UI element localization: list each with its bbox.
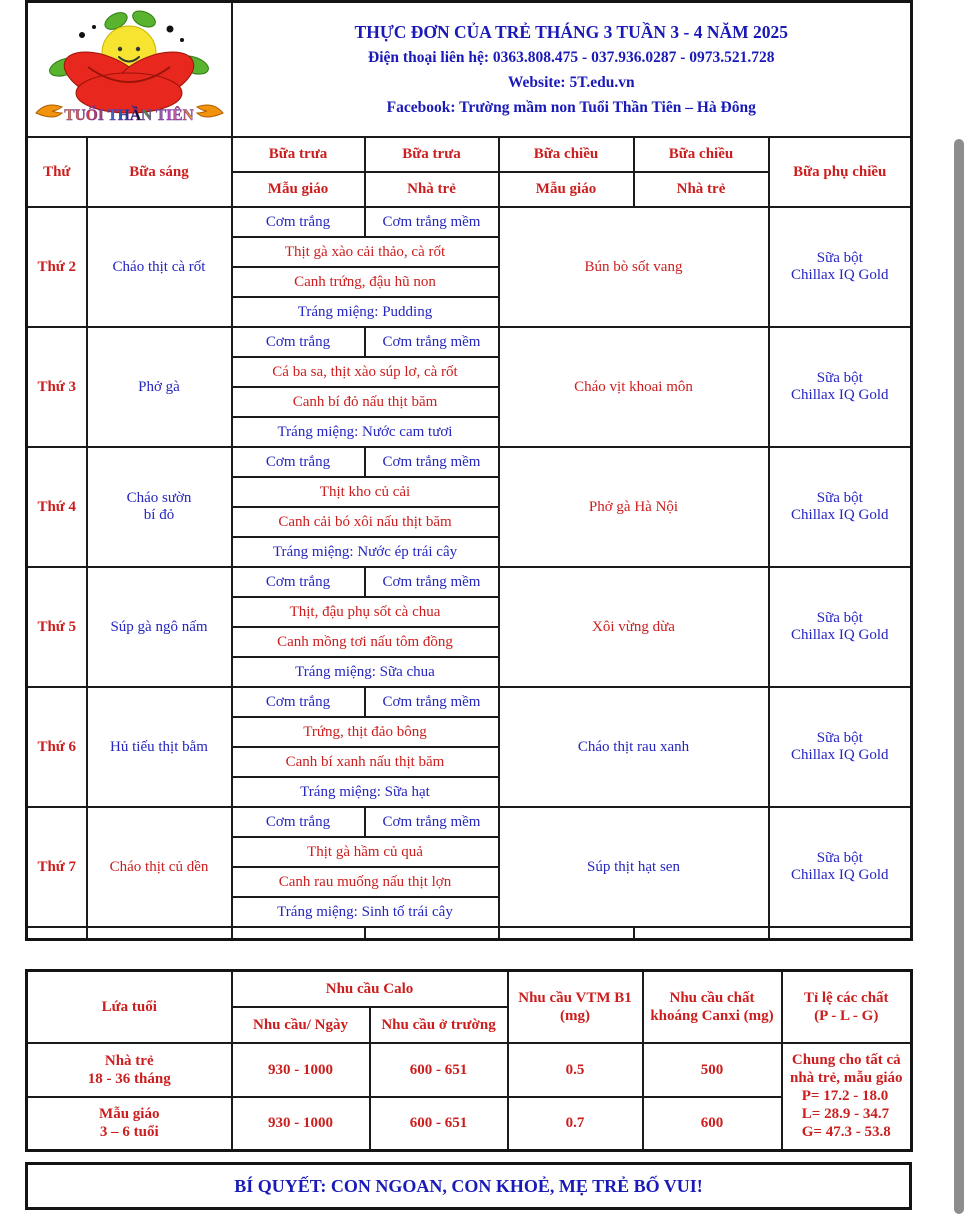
canxi-cell: 500 — [643, 1043, 782, 1097]
nutrition-header-canxi — [643, 971, 782, 1043]
header-kindergarten: Mẫu giáo — [499, 172, 634, 207]
vtm-b1-cell: 0.7 — [508, 1097, 643, 1151]
empty-cell — [27, 927, 87, 939]
breakfast-cell — [87, 207, 232, 327]
calo-school-cell: 600 - 651 — [370, 1043, 508, 1097]
ratio-lipid: L= 28.9 - 34.7 — [801, 1106, 890, 1123]
calo-school-cell: 600 - 651 — [370, 1097, 508, 1151]
nutrition-header-ratio — [782, 971, 912, 1043]
extra-meal-cell — [769, 207, 912, 327]
lunch-rice-kindergarten-cell: Cơm trắng — [232, 207, 365, 237]
breakfast-text: Hủ tiếu thịt bằm — [110, 738, 208, 755]
header-afternoon: Bữa chiều — [499, 137, 634, 172]
empty-cell — [365, 927, 499, 939]
nutrition-header-calo: Nhu cầu Calo — [232, 971, 508, 1007]
extra-meal-line1: Sữa bột — [816, 850, 863, 866]
lunch-dish-cell: Cá ba sa, thịt xào súp lơ, cà rốt — [232, 357, 499, 387]
lunch-dessert-cell: Tráng miệng: Sinh tố trái cây — [232, 897, 499, 927]
menu-table — [25, 0, 913, 941]
logo-eye — [118, 47, 122, 51]
afternoon-meal-cell: Cháo vịt khoai môn — [499, 327, 769, 447]
header-title-cell — [232, 2, 912, 138]
lunch-rice-nursery-cell: Cơm trắng mềm — [365, 447, 499, 477]
lunch-rice-nursery-cell: Cơm trắng mềm — [365, 567, 499, 597]
logo-dot — [180, 38, 184, 42]
afternoon-meal-cell: Phở gà Hà Nội — [499, 447, 769, 567]
lunch-dish-cell: Canh rau muống nấu thịt lợn — [232, 867, 499, 897]
empty-cell — [87, 927, 232, 939]
lunch-rice-nursery-cell: Cơm trắng mềm — [365, 807, 499, 837]
logo-wing-left-icon — [36, 105, 62, 117]
calo-day-cell: 930 - 1000 — [232, 1043, 370, 1097]
lunch-rice-kindergarten-cell: Cơm trắng — [232, 807, 365, 837]
breakfast-text: Phở gà — [138, 378, 180, 395]
afternoon-meal-cell: Cháo thịt rau xanh — [499, 687, 769, 807]
lunch-dish-cell: Canh cải bó xôi nấu thịt băm — [232, 507, 499, 537]
footer-banner — [25, 1162, 912, 1210]
nutrition-header-vtm-line2: (mg) — [560, 1007, 590, 1024]
extra-meal-line2: Chillax IQ Gold — [791, 507, 889, 524]
extra-meal-cell — [769, 567, 912, 687]
extra-meal-line2: Chillax IQ Gold — [791, 267, 889, 284]
breakfast-text2: bí đỏ — [143, 507, 175, 524]
day-label: Thứ 6 — [27, 687, 87, 807]
breakfast-text: Cháo sườn — [126, 490, 192, 506]
lunch-rice-nursery-cell: Cơm trắng mềm — [365, 207, 499, 237]
age-group-line2: 3 – 6 tuổi — [99, 1124, 159, 1141]
day-label: Thứ 4 — [27, 447, 87, 567]
lunch-dish-cell: Canh mồng tơi nấu tôm đồng — [232, 627, 499, 657]
header-afternoon: Bữa chiều — [634, 137, 769, 172]
age-group-cell — [27, 1097, 232, 1151]
empty-cell — [634, 927, 769, 939]
ratio-note-cell — [782, 1043, 912, 1151]
header-breakfast: Bữa sáng — [87, 137, 232, 207]
ratio-note-line1: Chung cho tất cả nhà trẻ, mẫu giáo — [790, 1052, 903, 1087]
nutrition-header-canxi-line2: khoáng Canxi (mg) — [650, 1007, 774, 1024]
nutrition-header-calo-day: Nhu cầu/ Ngày — [232, 1007, 370, 1043]
age-group-line1: Nhà trẻ — [104, 1052, 154, 1069]
extra-meal-line1: Sữa bột — [816, 250, 863, 266]
breakfast-cell — [87, 327, 232, 447]
nutrition-header-age-group: Lứa tuổi — [27, 971, 232, 1043]
lunch-dish-cell: Trứng, thịt đảo bông — [232, 717, 499, 747]
extra-meal-line2: Chillax IQ Gold — [791, 627, 889, 644]
lunch-rice-kindergarten-cell: Cơm trắng — [232, 327, 365, 357]
extra-meal-line1: Sữa bột — [816, 610, 863, 626]
breakfast-cell — [87, 447, 232, 567]
day-label: Thứ 7 — [27, 807, 87, 927]
scrollbar-thumb[interactable] — [954, 139, 964, 1214]
header-kindergarten: Mẫu giáo — [232, 172, 365, 207]
breakfast-cell — [87, 567, 232, 687]
lunch-dish-cell: Canh trứng, đậu hũ non — [232, 267, 499, 297]
nutrition-header-canxi-line1: Nhu cầu chất — [669, 989, 755, 1006]
afternoon-meal-cell: Súp thịt hạt sen — [499, 807, 769, 927]
lunch-dish-cell: Canh bí đỏ nấu thịt băm — [232, 387, 499, 417]
school-logo — [32, 5, 227, 129]
extra-meal-cell — [769, 327, 912, 447]
nutrition-header-ratio-line1: Tỉ lệ các chất — [803, 989, 889, 1006]
ratio-protein: P= 17.2 - 18.0 — [801, 1088, 889, 1105]
logo-school-name: TUỔI THẦN TIÊN — [64, 107, 194, 124]
lunch-dish-cell: Canh bí xanh nấu thịt băm — [232, 747, 499, 777]
extra-meal-line2: Chillax IQ Gold — [791, 747, 889, 764]
afternoon-meal-cell: Bún bò sốt vang — [499, 207, 769, 327]
canxi-cell: 600 — [643, 1097, 782, 1151]
logo-eye — [136, 47, 140, 51]
empty-cell — [499, 927, 634, 939]
extra-meal-cell — [769, 807, 912, 927]
age-group-line2: 18 - 36 tháng — [87, 1070, 171, 1087]
breakfast-cell — [87, 807, 232, 927]
age-group-cell — [27, 1043, 232, 1097]
lunch-rice-nursery-cell: Cơm trắng mềm — [365, 327, 499, 357]
breakfast-cell — [87, 687, 232, 807]
lunch-dish-cell: Thịt kho củ cải — [232, 477, 499, 507]
nutrition-header-ratio-line2: (P - L - G) — [814, 1007, 879, 1024]
calo-day-cell: 930 - 1000 — [232, 1097, 370, 1151]
lunch-rice-kindergarten-cell: Cơm trắng — [232, 687, 365, 717]
logo-dot — [79, 32, 85, 38]
age-group-line1: Mẫu giáo — [99, 1106, 160, 1123]
breakfast-text: Cháo thịt củ dền — [109, 858, 209, 875]
nutrition-header-vtm — [508, 971, 643, 1043]
extra-meal-line1: Sữa bột — [816, 490, 863, 506]
lunch-rice-nursery-cell: Cơm trắng mềm — [365, 687, 499, 717]
afternoon-meal-cell: Xôi vừng dừa — [499, 567, 769, 687]
empty-cell — [769, 927, 912, 939]
header-logo-cell — [27, 2, 232, 138]
website-line: Website: 5T.edu.vn — [507, 74, 635, 92]
empty-cell — [232, 927, 365, 939]
nutrition-header-vtm-line1: Nhu cầu VTM B1 — [518, 989, 632, 1006]
lunch-dish-cell: Thịt, đậu phụ sốt cà chua — [232, 597, 499, 627]
header-nursery: Nhà trẻ — [634, 172, 769, 207]
extra-meal-line1: Sữa bột — [816, 370, 863, 386]
breakfast-text: Cháo thịt cà rốt — [112, 258, 206, 275]
header-day: Thứ — [27, 137, 87, 207]
extra-meal-line2: Chillax IQ Gold — [791, 387, 889, 404]
lunch-dessert-cell: Tráng miệng: Sữa chua — [232, 657, 499, 687]
vtm-b1-cell: 0.5 — [508, 1043, 643, 1097]
extra-meal-cell — [769, 687, 912, 807]
lunch-dessert-cell: Tráng miệng: Pudding — [232, 297, 499, 327]
extra-meal-cell — [769, 447, 912, 567]
contact-line: Điện thoại liên hệ: 0363.808.475 - 037.936.0287 - 0973.521.728 — [368, 49, 775, 67]
lunch-dessert-cell: Tráng miệng: Nước ép trái cây — [232, 537, 499, 567]
facebook-line: Facebook: Trường mầm non Tuổi Thần Tiên – Hà Đông — [386, 99, 756, 117]
nutrition-header-calo-school: Nhu cầu ở trường — [370, 1007, 508, 1043]
lunch-dish-cell: Thịt gà xào cải thảo, cà rốt — [232, 237, 499, 267]
nutrition-table — [25, 969, 913, 1152]
logo-dot — [92, 25, 96, 29]
logo-dot — [166, 26, 173, 33]
header-nursery: Nhà trẻ — [365, 172, 499, 207]
lunch-dish-cell: Thịt gà hầm củ quả — [232, 837, 499, 867]
extra-meal-line2: Chillax IQ Gold — [791, 867, 889, 884]
header-lunch: Bữa trưa — [365, 137, 499, 172]
header-lunch: Bữa trưa — [232, 137, 365, 172]
lunch-dessert-cell: Tráng miệng: Sữa hạt — [232, 777, 499, 807]
page-title: THỰC ĐƠN CỦA TRẺ THÁNG 3 TUẦN 3 - 4 NĂM 2025 — [354, 22, 789, 43]
header-extra-meal: Bữa phụ chiều — [769, 137, 912, 207]
footer-slogan: BÍ QUYẾT: CON NGOAN, CON KHOẺ, MẸ TRẺ BỐ VUI! — [234, 1175, 703, 1196]
day-label: Thứ 2 — [27, 207, 87, 327]
day-label: Thứ 3 — [27, 327, 87, 447]
breakfast-text: Súp gà ngô nấm — [110, 618, 208, 635]
lunch-rice-kindergarten-cell: Cơm trắng — [232, 567, 365, 597]
lunch-dessert-cell: Tráng miệng: Nước cam tươi — [232, 417, 499, 447]
lunch-rice-kindergarten-cell: Cơm trắng — [232, 447, 365, 477]
extra-meal-line1: Sữa bột — [816, 730, 863, 746]
ratio-glucid: G= 47.3 - 53.8 — [801, 1124, 891, 1141]
day-label: Thứ 5 — [27, 567, 87, 687]
logo-wing-right-icon — [197, 105, 223, 117]
